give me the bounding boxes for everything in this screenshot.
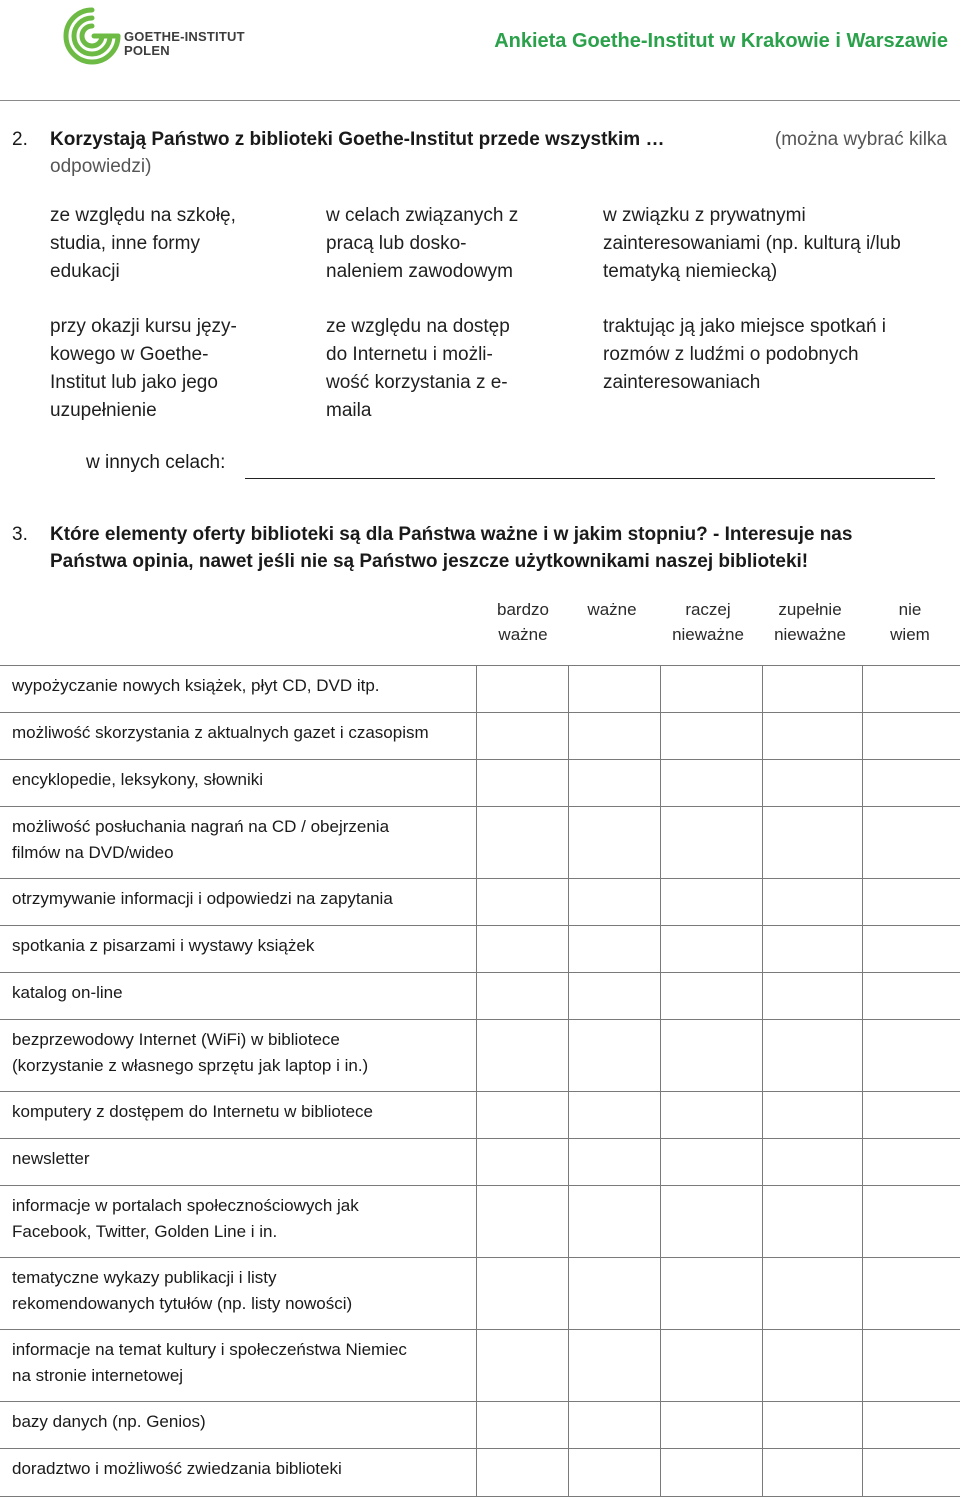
- rating-cell[interactable]: [477, 926, 567, 971]
- rating-cell[interactable]: [661, 1092, 761, 1137]
- rating-cell[interactable]: [763, 973, 861, 1018]
- rating-cell[interactable]: [763, 1139, 861, 1184]
- rating-cell[interactable]: [569, 1330, 659, 1400]
- question-3-title: [12, 521, 947, 575]
- rating-cell[interactable]: [763, 807, 861, 877]
- table-row-label: [12, 767, 263, 793]
- rating-cell[interactable]: [477, 1449, 567, 1495]
- rating-cell[interactable]: [661, 666, 761, 711]
- column-header-line: nie: [898, 600, 922, 619]
- table-row-label-line: encyklopedie, leksykony, słowniki: [12, 770, 264, 789]
- rating-cell[interactable]: [477, 713, 567, 758]
- rating-cell[interactable]: [763, 879, 861, 924]
- rating-cell[interactable]: [763, 760, 861, 805]
- rating-cell[interactable]: [661, 807, 761, 877]
- table-row-label-line: bezprzewodowy Internet (WiFi) w bibliotece: [12, 1030, 340, 1049]
- rating-cell[interactable]: [863, 926, 959, 971]
- option-line: w związku z prywatnymi: [603, 205, 806, 226]
- rating-cell[interactable]: [661, 1186, 761, 1256]
- table-row-label-line: spotkania z pisarzami i wystawy książek: [12, 936, 315, 955]
- rating-cell[interactable]: [569, 1449, 659, 1495]
- table-row-label: [12, 1027, 368, 1078]
- rating-cell[interactable]: [569, 1020, 659, 1090]
- column-header-line: nieważne: [672, 625, 744, 644]
- rating-cell[interactable]: [763, 926, 861, 971]
- rating-cell[interactable]: [477, 1186, 567, 1256]
- option-line: uzupełnienie: [50, 400, 157, 421]
- column-header-line: zupełnie: [778, 600, 842, 619]
- option-line: przy okazji kursu języ-: [50, 316, 237, 337]
- table-row-label: [12, 1337, 407, 1388]
- rating-cell[interactable]: [569, 879, 659, 924]
- rating-cell[interactable]: [569, 713, 659, 758]
- rating-cell[interactable]: [863, 1330, 959, 1400]
- table-row-label: [12, 933, 314, 959]
- table-row-label: [12, 980, 123, 1006]
- table-row-label-line: możliwość skorzystania z aktualnych gazet i czasopism: [12, 723, 429, 742]
- rating-cell[interactable]: [863, 760, 959, 805]
- question-3-number: 3.: [12, 524, 28, 545]
- question-2-hint-cont: odpowiedzi): [50, 156, 152, 177]
- column-header-line: nieważne: [774, 625, 846, 644]
- column-header-important: [568, 597, 656, 622]
- question-3-text-line-2: Państwa opinia, nawet jeśli nie są Państwo jeszcze użytkownikami naszej biblioteki!: [50, 551, 809, 572]
- rating-cell[interactable]: [661, 1139, 761, 1184]
- rating-cell[interactable]: [569, 807, 659, 877]
- rating-cell[interactable]: [763, 1186, 861, 1256]
- rating-cell[interactable]: [477, 1092, 567, 1137]
- question-2-number: 2.: [12, 129, 28, 150]
- rating-cell[interactable]: [863, 973, 959, 1018]
- table-row-label-line: informacje na temat kultury i społeczeństwa Niemiec: [12, 1340, 407, 1359]
- table-row-label-line: doradztwo i możliwość zwiedzania biblioteki: [12, 1459, 342, 1478]
- rating-cell[interactable]: [863, 666, 959, 711]
- option-line: Institut lub jako jego: [50, 372, 218, 393]
- rating-cell[interactable]: [661, 760, 761, 805]
- table-row-label: [12, 814, 389, 865]
- table-row-label-line: bazy danych (np. Genios): [12, 1412, 206, 1431]
- rating-cell[interactable]: [661, 926, 761, 971]
- table-row-label: [12, 1409, 206, 1435]
- table-row-label-line: otrzymywanie informacji i odpowiedzi na zapytania: [12, 889, 393, 908]
- rating-cell[interactable]: [569, 666, 659, 711]
- option-line: w celach związanych z: [326, 205, 519, 226]
- option-line: maila: [326, 400, 372, 421]
- rating-cell[interactable]: [661, 879, 761, 924]
- rating-cell[interactable]: [763, 1092, 861, 1137]
- rating-cell[interactable]: [763, 1258, 861, 1328]
- table-row-label-line: filmów na DVD/wideo: [12, 842, 174, 862]
- rating-cell[interactable]: [569, 973, 659, 1018]
- rating-cell[interactable]: [661, 713, 761, 758]
- table-row-divider: [0, 1496, 960, 1497]
- rating-cell[interactable]: [763, 1020, 861, 1090]
- option-line: kowego w Goethe-: [50, 344, 209, 365]
- table-row-label: [12, 720, 429, 746]
- column-header-line: ważne: [498, 625, 548, 644]
- option-line: rozmów z ludźmi o podobnych: [603, 344, 859, 365]
- question-2-text: Korzystają Państwo z biblioteki Goethe-Institut przede wszystkim …: [50, 129, 665, 150]
- rating-cell[interactable]: [477, 760, 567, 805]
- q2-other-input[interactable]: [245, 478, 935, 479]
- table-row-label-line: wypożyczanie nowych książek, płyt CD, DVD itp.: [12, 676, 380, 695]
- table-row-label-line: (korzystanie z własnego sprzętu jak laptop i in.): [12, 1055, 369, 1075]
- option-line: naleniem zawodowym: [326, 261, 513, 282]
- rating-cell[interactable]: [661, 973, 761, 1018]
- question-2-hint: (można wybrać kilka: [774, 129, 947, 150]
- rating-cell[interactable]: [763, 1449, 861, 1495]
- option-line: do Internetu i możli-: [326, 344, 493, 365]
- rating-cell[interactable]: [477, 1330, 567, 1400]
- option-line: pracą lub dosko-: [326, 233, 467, 254]
- table-row-label-line: informacje w portalach społecznościowych jak: [12, 1196, 359, 1215]
- rating-cell[interactable]: [661, 1402, 761, 1447]
- rating-cell[interactable]: [477, 1020, 567, 1090]
- rating-cell[interactable]: [863, 807, 959, 877]
- table-row-label-line: na stronie internetowej: [12, 1365, 184, 1385]
- q2-option-meeting-place[interactable]: [603, 313, 948, 397]
- rating-cell[interactable]: [763, 713, 861, 758]
- table-row-label: [12, 886, 393, 912]
- logo-line-2: POLEN: [124, 43, 170, 58]
- goethe-institut-logo-icon: [60, 4, 124, 68]
- option-line: ze względu na dostęp: [326, 316, 510, 337]
- rating-cell[interactable]: [863, 1020, 959, 1090]
- q2-option-school[interactable]: [50, 202, 280, 286]
- rating-cell[interactable]: [763, 666, 861, 711]
- table-row-label-line: tematyczne wykazy publikacji i listy: [12, 1268, 277, 1287]
- rating-cell[interactable]: [569, 1139, 659, 1184]
- q2-option-work[interactable]: [326, 202, 566, 286]
- rating-cell[interactable]: [763, 1330, 861, 1400]
- rating-cell[interactable]: [569, 1402, 659, 1447]
- rating-cell[interactable]: [477, 879, 567, 924]
- rating-cell[interactable]: [569, 926, 659, 971]
- rating-cell[interactable]: [477, 1139, 567, 1184]
- rating-cell[interactable]: [569, 760, 659, 805]
- table-row-label: [12, 1456, 342, 1482]
- page-title: Ankieta Goethe-Institut w Krakowie i Warszawie: [494, 30, 948, 52]
- rating-cell[interactable]: [661, 1020, 761, 1090]
- rating-cell[interactable]: [569, 1186, 659, 1256]
- option-line: wość korzystania z e-: [326, 372, 508, 393]
- table-row-label: [12, 1099, 373, 1125]
- column-header-line: ważne: [587, 600, 637, 619]
- rating-cell[interactable]: [569, 1258, 659, 1328]
- question-2-title: [12, 126, 947, 180]
- option-line: edukacji: [50, 261, 120, 282]
- rating-cell[interactable]: [863, 1139, 959, 1184]
- table-row-label-line: rekomendowanych tytułów (np. listy nowości): [12, 1293, 353, 1313]
- rating-cell[interactable]: [863, 1186, 959, 1256]
- option-line: ze względu na szkołę,: [50, 205, 236, 226]
- rating-cell[interactable]: [661, 1449, 761, 1495]
- column-header-line: bardzo: [497, 600, 549, 619]
- rating-cell[interactable]: [863, 1449, 959, 1495]
- column-header-rather-unimportant: [660, 597, 756, 647]
- rating-cell[interactable]: [477, 666, 567, 711]
- rating-cell[interactable]: [477, 973, 567, 1018]
- table-row-label: [12, 1265, 352, 1316]
- table-row-label: [12, 673, 380, 699]
- table-row-label-line: Facebook, Twitter, Golden Line i in.: [12, 1221, 278, 1241]
- option-line: studia, inne formy: [50, 233, 200, 254]
- question-3-text-line-1: Które elementy oferty biblioteki są dla Państwa ważne i w jakim stopniu? - Interesuje nas: [50, 524, 853, 545]
- option-line: tematyką niemiecką): [603, 261, 778, 282]
- table-row-label-line: możliwość posłuchania nagrań na CD / obejrzenia: [12, 817, 390, 836]
- rating-cell[interactable]: [863, 1258, 959, 1328]
- table-row-label-line: katalog on-line: [12, 983, 123, 1002]
- option-line: zainteresowaniami (np. kulturą i/lub: [603, 233, 901, 254]
- rating-cell[interactable]: [863, 713, 959, 758]
- header-divider: [0, 100, 960, 101]
- column-header-totally-unimportant: [762, 597, 858, 647]
- logo-line-1: GOETHE-INSTITUT: [124, 29, 245, 44]
- q2-option-language-course[interactable]: [50, 313, 280, 425]
- rating-cell[interactable]: [661, 1330, 761, 1400]
- rating-cell[interactable]: [661, 1258, 761, 1328]
- column-header-very-important: [478, 597, 568, 647]
- rating-cell[interactable]: [863, 1402, 959, 1447]
- table-row-label: [12, 1193, 359, 1244]
- column-header-dont-know: [862, 597, 958, 647]
- rating-cell[interactable]: [477, 1258, 567, 1328]
- table-row-label-line: newsletter: [12, 1149, 90, 1168]
- logo-wordmark: [124, 30, 245, 58]
- option-line: traktując ją jako miejsce spotkań i: [603, 316, 887, 337]
- table-row-label-line: komputery z dostępem do Internetu w bibliotece: [12, 1102, 373, 1121]
- rating-cell[interactable]: [477, 1402, 567, 1447]
- rating-cell[interactable]: [763, 1402, 861, 1447]
- q2-option-private[interactable]: [603, 202, 948, 286]
- column-header-line: wiem: [890, 625, 930, 644]
- rating-cell[interactable]: [863, 1092, 959, 1137]
- table-row-label: [12, 1146, 89, 1172]
- rating-cell[interactable]: [569, 1092, 659, 1137]
- q2-other-label: w innych celach:: [86, 452, 226, 473]
- column-header-line: raczej: [685, 600, 731, 619]
- q2-option-internet[interactable]: [326, 313, 566, 425]
- rating-cell[interactable]: [863, 879, 959, 924]
- option-line: zainteresowaniach: [603, 372, 761, 393]
- rating-cell[interactable]: [477, 807, 567, 877]
